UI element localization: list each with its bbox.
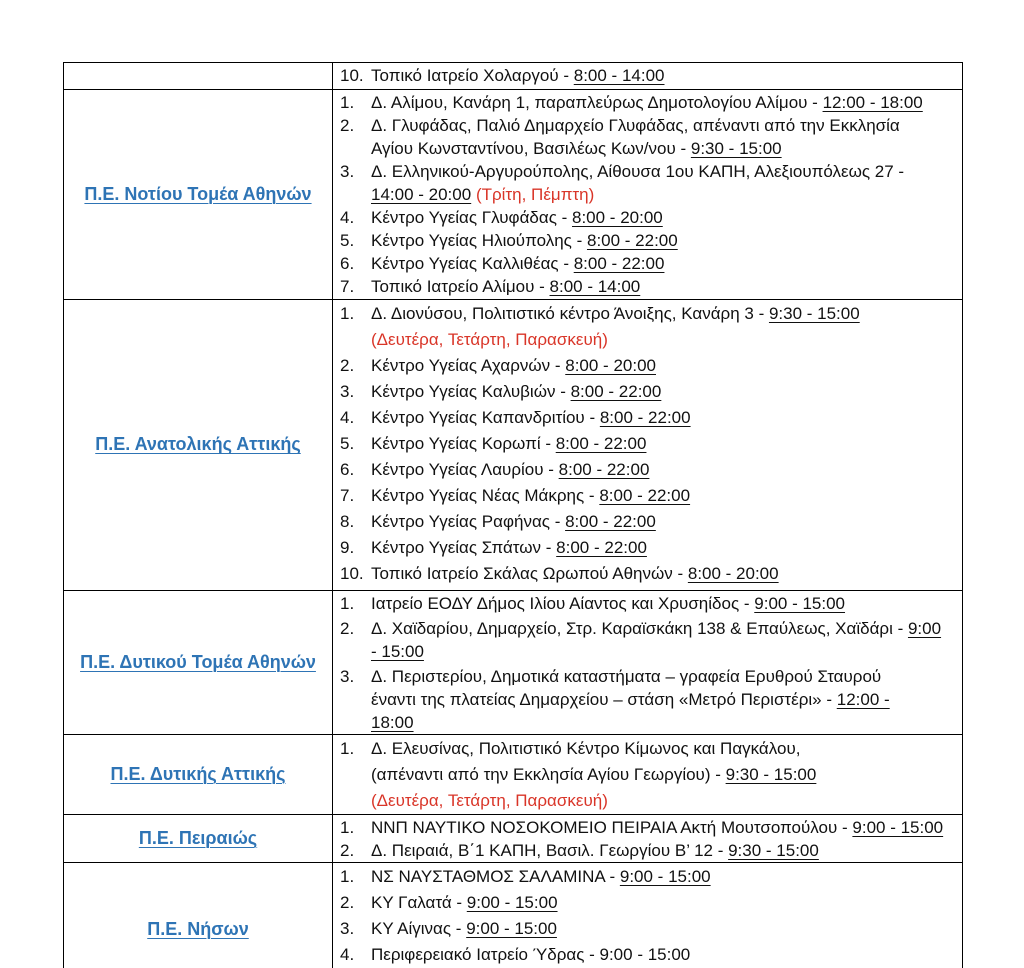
list-item-number: 7. bbox=[340, 276, 355, 296]
location-text: Κέντρο Υγείας Ηλιούπολης - bbox=[371, 230, 587, 250]
list-item-text bbox=[371, 483, 958, 509]
region-cell bbox=[64, 735, 333, 815]
list-item-number: 3. bbox=[340, 667, 355, 686]
location-text: Κέντρο Υγείας Αχαρνών - bbox=[371, 355, 566, 375]
location-text: Δ. Ελευσίνας, Πολιτιστικό Κέντρο Κίμωνος και Παγκάλου, bbox=[371, 738, 801, 758]
list-item-text bbox=[371, 509, 958, 535]
hours-text: 8:00 - 22:00 bbox=[565, 511, 656, 531]
list-item-text bbox=[371, 816, 958, 839]
list-item bbox=[340, 561, 958, 587]
text-line bbox=[371, 788, 958, 814]
hours-text: 8:00 - 20:00 bbox=[572, 207, 663, 227]
list-item-text bbox=[371, 379, 958, 405]
text-line bbox=[371, 592, 958, 615]
text-line bbox=[371, 617, 958, 640]
text-line bbox=[371, 535, 958, 561]
text-line bbox=[371, 405, 958, 431]
days-note: (Δευτέρα, Τετάρτη, Παρασκευή) bbox=[371, 790, 608, 810]
region-name: Π.Ε. Πειραιώς bbox=[138, 828, 258, 848]
hours-text: 8:00 - 22:00 bbox=[599, 485, 691, 505]
hours-text: 9:00 - 15:00 bbox=[852, 818, 944, 837]
list-item-text bbox=[371, 64, 958, 87]
list-item bbox=[340, 665, 958, 734]
list-item bbox=[340, 431, 958, 457]
text-line bbox=[371, 379, 958, 405]
location-text: Δ. Αλίμου, Κανάρη 1, παραπλεύρως Δημοτολογίου Αλίμου - bbox=[371, 92, 823, 112]
days-note: (Τρίτη, Πέμπτη) bbox=[475, 184, 595, 204]
hours-text: 9:30 - 15:00 bbox=[725, 764, 817, 784]
hours-text: 9:30 - 15:00 bbox=[768, 303, 860, 323]
list-item-text bbox=[371, 405, 958, 431]
list-item-text bbox=[371, 457, 958, 483]
list-item-number: 2. bbox=[340, 355, 355, 375]
region-cell bbox=[64, 815, 333, 862]
hours-text: 9:00 - 15:00 bbox=[466, 919, 557, 938]
list-item-text bbox=[371, 91, 958, 114]
list-item-number: 6. bbox=[340, 253, 355, 273]
location-text: Δ. Γλυφάδας, Παλιό Δημαρχείο Γλυφάδας, απέναντι από την Εκκλησία bbox=[371, 115, 900, 135]
list-item-text bbox=[371, 561, 958, 587]
list-item-number: 1. bbox=[340, 594, 355, 613]
list-item bbox=[340, 275, 958, 298]
list-item bbox=[340, 890, 958, 916]
locations-cell bbox=[333, 300, 962, 591]
text-line bbox=[371, 431, 958, 457]
list-item bbox=[340, 379, 958, 405]
text-line bbox=[371, 509, 958, 535]
location-text: Κέντρο Υγείας Νέας Μάκρης - bbox=[371, 485, 600, 505]
list-item-text bbox=[371, 535, 958, 561]
text-line bbox=[371, 561, 958, 587]
list-item bbox=[340, 353, 958, 379]
region-cell bbox=[64, 863, 333, 968]
table-row bbox=[64, 63, 962, 90]
text-line bbox=[371, 762, 958, 788]
text-line bbox=[371, 942, 958, 968]
hours-text: 8:00 - 22:00 bbox=[599, 407, 691, 427]
list-item-text bbox=[371, 736, 958, 814]
hours-text: 9:30 - 15:00 bbox=[728, 841, 819, 860]
text-line bbox=[371, 183, 958, 206]
list-item bbox=[340, 736, 958, 814]
location-text: Δ. Περιστερίου, Δημοτικά καταστήματα – γραφεία Ερυθρού Σταυρού bbox=[371, 667, 882, 686]
region-cell bbox=[64, 591, 333, 734]
text-line bbox=[371, 483, 958, 509]
list-item-text bbox=[371, 864, 958, 890]
text-line bbox=[371, 327, 958, 353]
list-item-text bbox=[371, 353, 958, 379]
list-item-number: 1. bbox=[340, 92, 355, 112]
list-item bbox=[340, 91, 958, 114]
list-item-number: 4. bbox=[340, 945, 355, 964]
region-cell bbox=[64, 90, 333, 299]
list-item bbox=[340, 64, 958, 87]
location-text: Δ. Πειραιά, Β΄1 ΚΑΠΗ, Βασιλ. Γεωργίου Β’ 12 - bbox=[371, 841, 729, 860]
days-note: (Δευτέρα, Τετάρτη, Παρασκευή) bbox=[371, 329, 608, 349]
list-item-number: 6. bbox=[340, 459, 355, 479]
list-item-number: 8. bbox=[340, 511, 355, 531]
location-text: Κέντρο Υγείας Ραφήνας - bbox=[371, 511, 566, 531]
text-line bbox=[371, 229, 958, 252]
region-name: Π.Ε. Ανατολικής Αττικής bbox=[95, 434, 301, 455]
location-text: ΚΥ Αίγινας - bbox=[371, 919, 467, 938]
list-item-number: 3. bbox=[340, 161, 355, 181]
text-line bbox=[371, 275, 958, 298]
location-text: ΚΥ Γαλατά - bbox=[371, 893, 467, 912]
list-item-text bbox=[371, 916, 958, 942]
list-item bbox=[340, 864, 958, 890]
table-row bbox=[64, 591, 962, 735]
list-item bbox=[340, 916, 958, 942]
text-line bbox=[371, 137, 958, 160]
text-line bbox=[371, 864, 958, 890]
location-text: έναντι της πλατείας Δημαρχείου – στάση «Μετρό Περιστέρι» - bbox=[371, 690, 837, 709]
text-line bbox=[371, 916, 958, 942]
text-line bbox=[371, 206, 958, 229]
text-line bbox=[371, 736, 958, 762]
list-item-number: 2. bbox=[340, 841, 355, 860]
list-item bbox=[340, 816, 958, 839]
text-line bbox=[371, 301, 958, 327]
list-item-number: 2. bbox=[340, 115, 355, 135]
list-item-text bbox=[371, 252, 958, 275]
list-item bbox=[340, 301, 958, 353]
location-text: Κέντρο Υγείας Κορωπί - bbox=[371, 433, 556, 453]
list-item-number: 5. bbox=[340, 230, 355, 250]
location-text: Τοπικό Ιατρείο Αλίμου - bbox=[371, 276, 550, 296]
location-text: Ιατρείο ΕΟΔΥ Δήμος Ιλίου Αίαντος και Χρυσηίδος - bbox=[371, 594, 755, 613]
list-item bbox=[340, 405, 958, 431]
location-text: Αγίου Κωνσταντίνου, Βασιλέως Κων/νου - bbox=[371, 138, 691, 158]
table-row bbox=[64, 735, 962, 816]
hours-text: 9:00 bbox=[907, 619, 942, 638]
list-item-text bbox=[371, 229, 958, 252]
list-item bbox=[340, 617, 958, 663]
location-text: Κέντρο Υγείας Γλυφάδας - bbox=[371, 207, 572, 227]
list-item-number: 1. bbox=[340, 867, 355, 886]
hours-text: - 15:00 bbox=[371, 642, 424, 661]
list-item bbox=[340, 229, 958, 252]
locations-cell bbox=[333, 63, 962, 89]
region-name: Π.Ε. Δυτικού Τομέα Αθηνών bbox=[80, 651, 316, 672]
hours-text: 8:00 - 22:00 bbox=[586, 230, 678, 250]
hours-text: 18:00 bbox=[371, 713, 414, 732]
list-item-text bbox=[371, 665, 958, 734]
list-item-number: 1. bbox=[340, 818, 355, 837]
list-item bbox=[340, 252, 958, 275]
location-text: Κέντρο Υγείας Σπάτων - bbox=[371, 537, 557, 557]
location-text: (απέναντι από την Εκκλησία Αγίου Γεωργίου) - bbox=[371, 764, 726, 784]
list-item bbox=[340, 457, 958, 483]
list-item-text bbox=[371, 592, 958, 615]
list-item-number: 4. bbox=[340, 407, 355, 427]
hours-text: 8:00 - 22:00 bbox=[573, 253, 665, 273]
location-text: ΝΝΠ ΝΑΥΤΙΚΟ ΝΟΣΟΚΟΜΕΙΟ ΠΕΙΡΑΙΑ Ακτή Μουτσοπούλου - bbox=[371, 818, 853, 837]
list-item bbox=[340, 942, 958, 968]
location-text: Τοπικό Ιατρείο Σκάλας Ωρωπού Αθηνών - bbox=[371, 563, 688, 583]
list-item-number: 1. bbox=[340, 303, 355, 323]
region-name: Π.Ε. Νήσων bbox=[147, 918, 249, 939]
hours-text: 8:00 - 20:00 bbox=[687, 563, 779, 583]
list-item-text bbox=[371, 617, 958, 663]
text-line bbox=[371, 640, 958, 663]
text-line bbox=[371, 353, 958, 379]
list-item-number: 10. bbox=[340, 66, 364, 85]
text-line bbox=[371, 816, 958, 839]
list-item-text bbox=[371, 890, 958, 916]
text-line bbox=[371, 711, 958, 734]
text-line bbox=[371, 890, 958, 916]
hours-text: 8:00 - 20:00 bbox=[565, 355, 656, 375]
location-text: Δ. Διονύσου, Πολιτιστικό κέντρο Άνοιξης, Κανάρη 3 - bbox=[371, 303, 769, 323]
location-text: Δ. Ελληνικού-Αργυρούπολης, Αίθουσα 1ου ΚΑΠΗ, Αλεξιουπόλεως 27 - bbox=[371, 161, 905, 181]
list-item-text bbox=[371, 839, 958, 862]
list-item-number: 2. bbox=[340, 619, 355, 638]
location-text: Τοπικό Ιατρείο Χολαργού - bbox=[371, 66, 574, 85]
location-text: Περιφερειακό Ιατρείο Ύδρας - 9:00 - 15:00 bbox=[371, 945, 691, 964]
location-text: Κέντρο Υγείας Καλλιθέας - bbox=[371, 253, 574, 273]
region-name: Π.Ε. Νοτίου Τομέα Αθηνών bbox=[84, 183, 312, 204]
list-item-text bbox=[371, 301, 958, 353]
list-item-number: 3. bbox=[340, 919, 355, 938]
table-row bbox=[64, 815, 962, 863]
table-row bbox=[64, 863, 962, 968]
hours-text: 8:00 - 22:00 bbox=[555, 433, 647, 453]
list-item-text bbox=[371, 275, 958, 298]
hours-text: 14:00 - 20:00 bbox=[371, 184, 472, 204]
location-text: Κέντρο Υγείας Καλυβιών - bbox=[371, 381, 571, 401]
list-item-number: 2. bbox=[340, 893, 355, 912]
hours-text: 9:00 - 15:00 bbox=[754, 594, 846, 613]
text-line bbox=[371, 839, 958, 862]
hours-text: 8:00 - 22:00 bbox=[556, 537, 647, 557]
list-item bbox=[340, 839, 958, 862]
list-item bbox=[340, 206, 958, 229]
list-item-number: 1. bbox=[340, 738, 355, 758]
list-item-number: 3. bbox=[340, 381, 355, 401]
text-line bbox=[371, 665, 958, 688]
list-item bbox=[340, 483, 958, 509]
text-line bbox=[371, 91, 958, 114]
location-text: ΝΣ ΝΑΥΣΤΑΘΜΟΣ ΣΑΛΑΜΙΝΑ - bbox=[371, 867, 620, 886]
location-text: Δ. Χαϊδαρίου, Δημαρχείο, Στρ. Καραϊσκάκη 138 & Επαύλεως, Χαϊδάρι - bbox=[371, 619, 908, 638]
text-line bbox=[371, 114, 958, 137]
list-item bbox=[340, 535, 958, 561]
text-line bbox=[371, 457, 958, 483]
list-item bbox=[340, 114, 958, 160]
locations-cell bbox=[333, 863, 962, 968]
list-item-number: 9. bbox=[340, 537, 355, 557]
locations-cell bbox=[333, 735, 962, 815]
hours-text: 9:30 - 15:00 bbox=[690, 138, 782, 158]
text-line bbox=[371, 252, 958, 275]
list-item-number: 4. bbox=[340, 207, 355, 227]
locations-cell bbox=[333, 815, 962, 862]
locations-cell bbox=[333, 90, 962, 299]
list-item-text bbox=[371, 114, 958, 160]
schedule-table bbox=[63, 62, 963, 968]
hours-text: 9:00 - 15:00 bbox=[466, 893, 558, 912]
hours-text: 8:00 - 14:00 bbox=[573, 66, 665, 85]
list-item-text bbox=[371, 206, 958, 229]
hours-text: 12:00 - 18:00 bbox=[822, 92, 923, 112]
table-row bbox=[64, 90, 962, 300]
hours-text: 12:00 - bbox=[836, 690, 890, 709]
hours-text: 8:00 - 14:00 bbox=[549, 276, 641, 296]
text-line bbox=[371, 160, 958, 183]
hours-text: 8:00 - 22:00 bbox=[570, 381, 662, 401]
hours-text: 8:00 - 22:00 bbox=[558, 459, 650, 479]
location-text: Κέντρο Υγείας Λαυρίου - bbox=[371, 459, 559, 479]
list-item-number: 7. bbox=[340, 485, 355, 505]
list-item-number: 10. bbox=[340, 563, 364, 583]
list-item-number: 5. bbox=[340, 433, 355, 453]
region-name: Π.Ε. Δυτικής Αττικής bbox=[110, 763, 286, 784]
table-row bbox=[64, 300, 962, 592]
region-cell bbox=[64, 300, 333, 591]
list-item-text bbox=[371, 942, 958, 968]
list-item bbox=[340, 160, 958, 206]
list-item bbox=[340, 509, 958, 535]
hours-text: 9:00 - 15:00 bbox=[619, 867, 711, 886]
region-cell bbox=[64, 63, 333, 89]
text-line bbox=[371, 64, 958, 87]
locations-cell bbox=[333, 591, 962, 734]
list-item bbox=[340, 592, 958, 615]
text-line bbox=[371, 688, 958, 711]
list-item-text bbox=[371, 431, 958, 457]
location-text: Κέντρο Υγείας Καπανδριτίου - bbox=[371, 407, 600, 427]
list-item-text bbox=[371, 160, 958, 206]
